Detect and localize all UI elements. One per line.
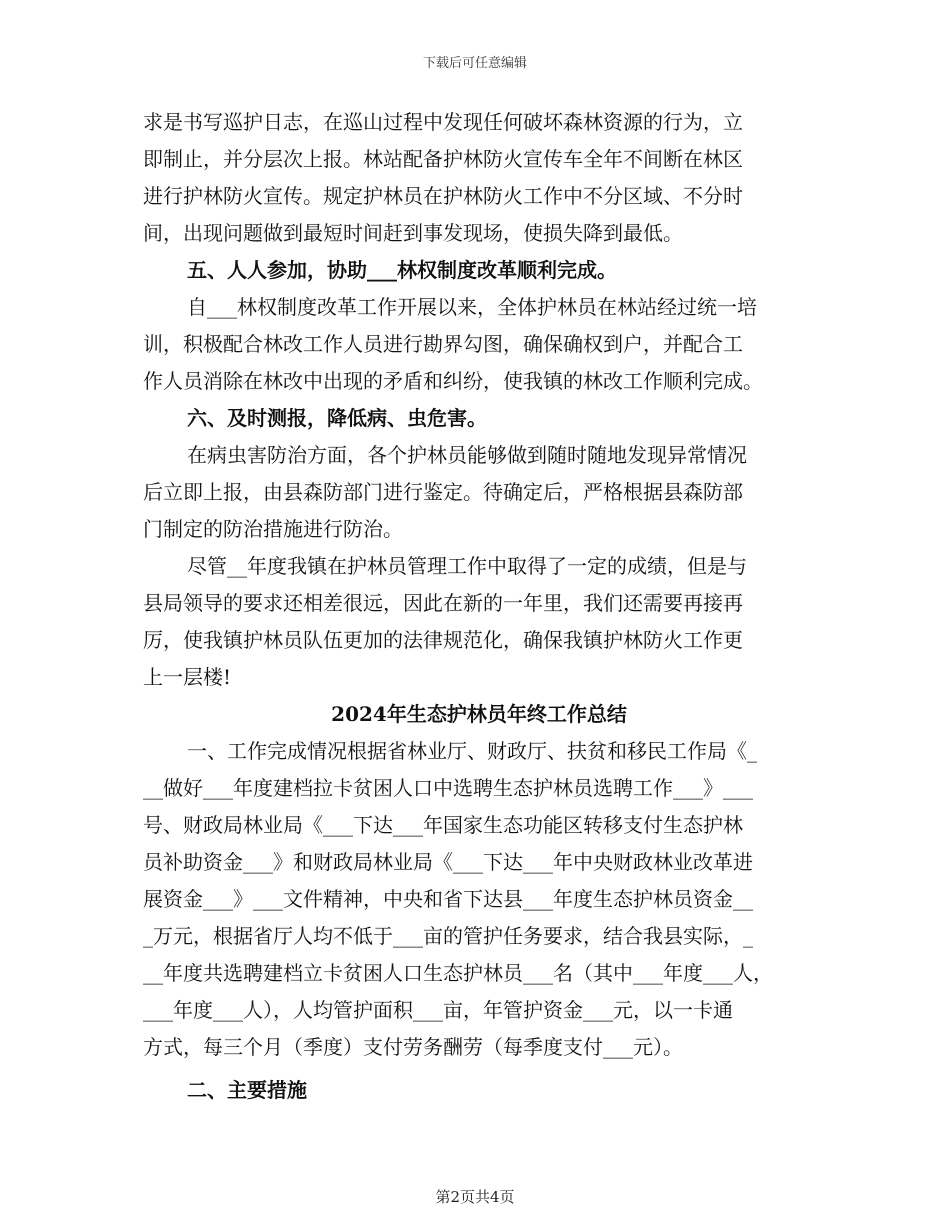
text-line: 进行护林防火宣传。规定护林员在护林防火工作中不分区域、不分时 [143,184,743,208]
text-line: 间，出现问题做到最短时间赶到事发现场，使损失降到最低。 [143,221,683,245]
text-line: 厉，使我镇护林员队伍更加的法律规范化，确保我镇护林防火工作更 [143,628,743,652]
page-footer: 第2页共4页 [435,1188,515,1206]
text-line: 自___林权制度改革工作开展以来，全体护林员在林站经过统一培 [187,295,757,319]
text-line: 尽管__年度我镇在护林员管理工作中取得了一定的成绩，但是与 [187,554,747,578]
page-header: 下载后可任意编辑 [422,56,527,71]
text-line: 方式，每三个月（季度）支付劳务酬劳（每季度支付___元）。 [143,1035,683,1059]
document-body [143,104,815,1109]
text-line: 号、财政局林业局《___下达___年国家生态功能区转移支付生态护林 [143,813,743,837]
text-line: 员补助资金___》和财政局林业局《___下达___年中央财政林业改革进 [143,850,753,874]
section-heading: 六、及时测报，降低病、虫危害。 [187,406,487,430]
text-line: 后立即上报，由县森防部门进行鉴定。待确定后，严格根据县森防部 [143,480,743,504]
text-line: 求是书写巡护日志，在巡山过程中发现任何破坏森林资源的行为，立 [143,110,743,134]
text-line: 县局领导的要求还相差很远，因此在新的一年里，我们还需要再接再 [143,591,743,615]
section-heading: 五、人人参加，协助___林权制度改革顺利完成。 [187,258,617,282]
text-line: 在病虫害防治方面，各个护林员能够做到随时随地发现异常情况 [187,443,747,467]
text-line: 一、工作完成情况根据省林业厅、财政厅、扶贫和移民工作局《_ [187,739,757,763]
text-line: __做好___年度建档拉卡贫困人口中选聘生态护林员选聘工作___》___ [143,776,753,800]
text-line: 作人员消除在林改中出现的矛盾和纠纷，使我镇的林改工作顺利完成。 [143,369,763,393]
text-line: 展资金___》___文件精神，中央和省下达县___年度生态护林员资金__ [143,887,753,911]
text-line: __年度共选聘建档立卡贫困人口生态护林员___名（其中___年度___人， [143,961,773,985]
text-line: _万元，根据省厅人均不低于___亩的管护任务要求，结合我县实际，_ [143,924,753,948]
text-line: 训，积极配合林改工作人员进行勘界勾图，确保确权到户，并配合工 [143,332,743,356]
section-title: 2024年生态护林员年终工作总结 [331,702,627,726]
text-line: ___年度___人），人均管护面积___亩，年管护资金___元，以一卡通 [143,998,733,1022]
text-line: 门制定的防治措施进行防治。 [143,517,403,541]
text-line: 上一层楼! [143,665,232,689]
section-heading: 二、主要措施 [187,1078,307,1102]
text-line: 即制止，并分层次上报。林站配备护林防火宣传车全年不间断在林区 [143,147,743,171]
